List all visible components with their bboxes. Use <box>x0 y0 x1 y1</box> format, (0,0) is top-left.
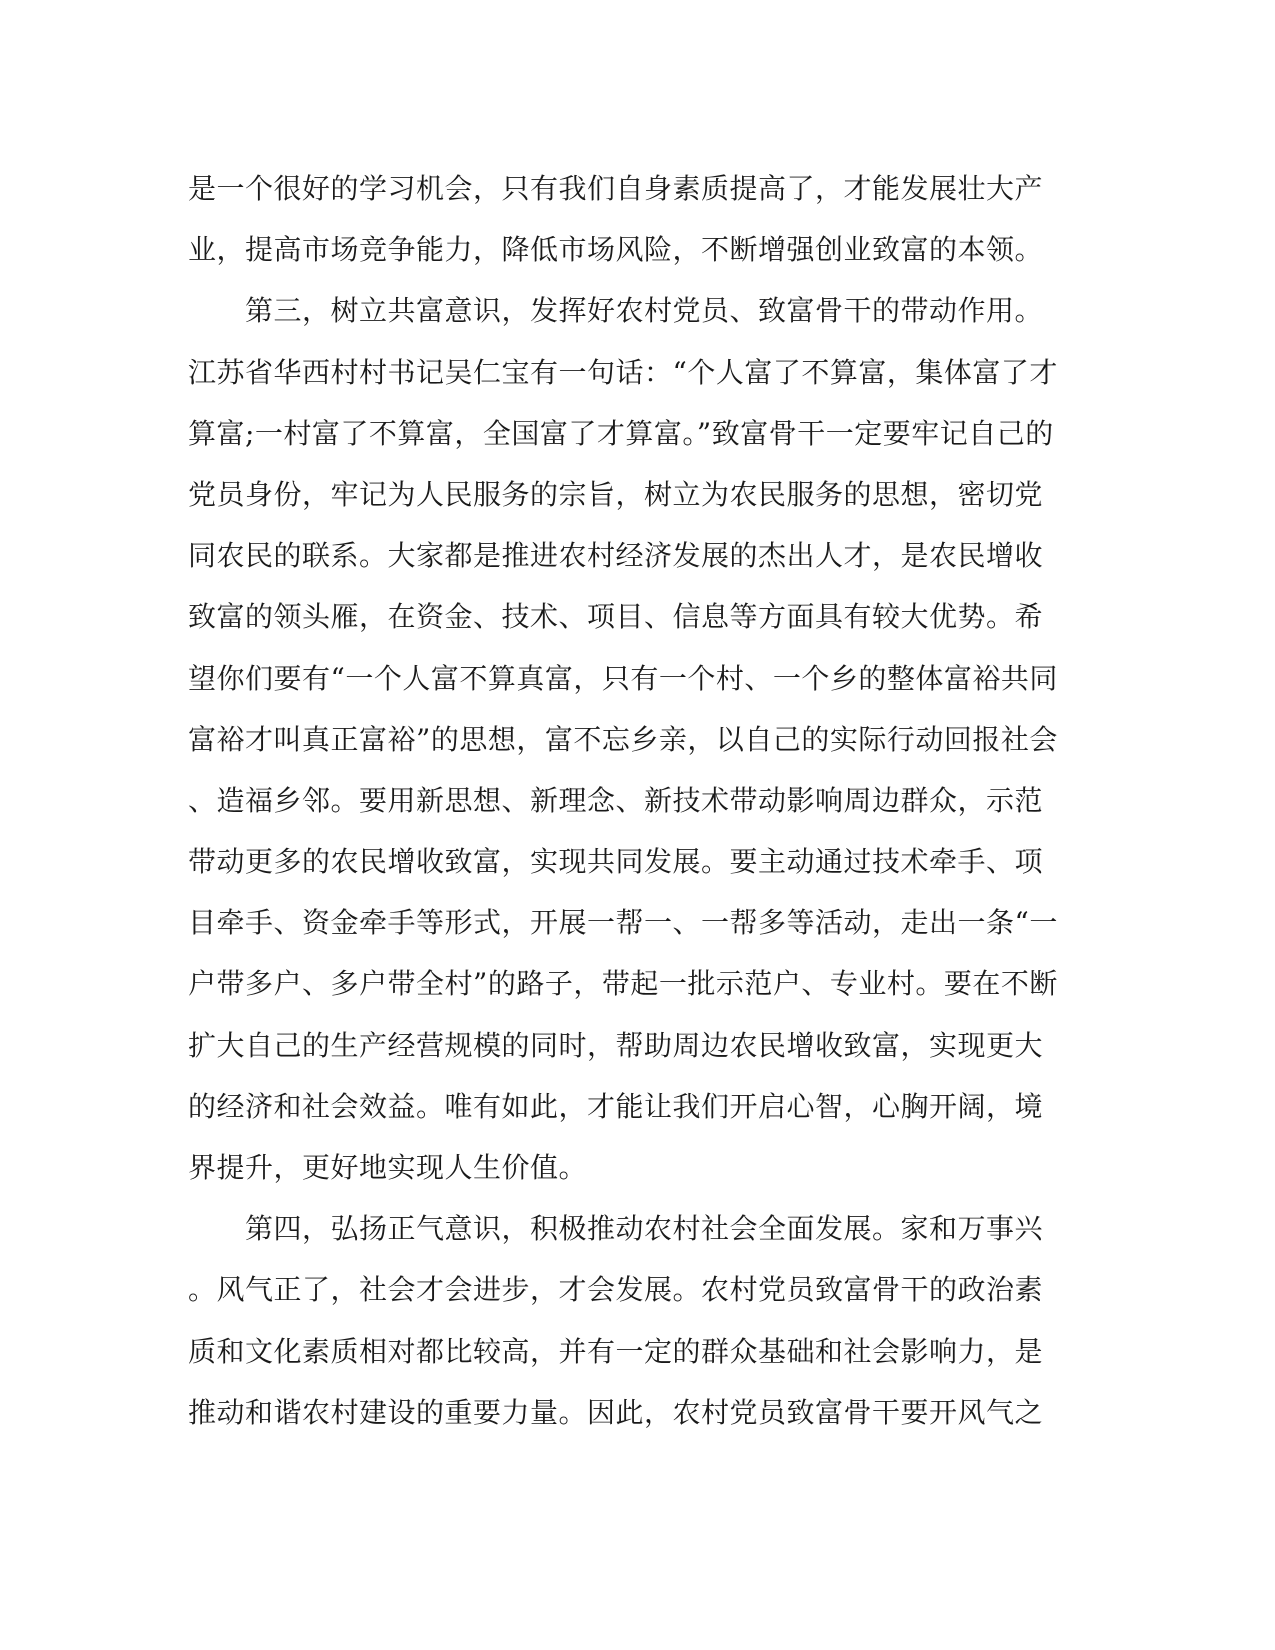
body-text <box>188 158 1088 1443</box>
text-line: 党员身份，牢记为人民服务的宗旨，树立为农民服务的思想，密切党 <box>188 477 1044 511</box>
text-line: 致富的领头雁，在资金、技术、项目、信息等方面具有较大优势。希 <box>188 600 1044 634</box>
text-line: 带动更多的农民增收致富，实现共同发展。要主动通过技术牵手、项 <box>188 845 1044 879</box>
text-line: 户带多户、多户带全村”的路子，带起一批示范户、专业村。要在不断 <box>188 967 1058 1001</box>
paragraph-start-line: 第三，树立共富意识，发挥好农村党员、致富骨干的带动作用。 <box>188 294 1044 328</box>
text-line: 同农民的联系。大家都是推进农村经济发展的杰出人才，是农民增收 <box>188 539 1044 573</box>
text-line: 的经济和社会效益。唯有如此，才能让我们开启心智，心胸开阔，境 <box>188 1089 1044 1123</box>
text-line: 富裕才叫真正富裕”的思想，富不忘乡亲，以自己的实际行动回报社会 <box>188 722 1058 756</box>
text-line: 业，提高市场竞争能力，降低市场风险，不断增强创业致富的本领。 <box>188 233 1044 267</box>
text-line: 目牵手、资金牵手等形式，开展一帮一、一帮多等活动，走出一条“一 <box>188 906 1058 940</box>
text-line: 望你们要有“一个人富不算真富，只有一个村、一个乡的整体富裕共同 <box>188 661 1058 695</box>
text-line: 、造福乡邻。要用新思想、新理念、新技术带动影响周边群众，示范 <box>188 783 1044 817</box>
text-line: 江苏省华西村村书记吴仁宝有一句话：“个人富了不算富，集体富了才 <box>188 355 1058 389</box>
text-line: 质和文化素质相对都比较高，并有一定的群众基础和社会影响力，是 <box>188 1334 1044 1368</box>
text-line: 算富;一村富了不算富，全国富了才算富。”致富骨干一定要牢记自己的 <box>188 416 1054 450</box>
text-line: 推动和谐农村建设的重要力量。因此，农村党员致富骨干要开风气之 <box>188 1395 1044 1429</box>
paragraph-start-line: 第四，弘扬正气意识，积极推动农村社会全面发展。家和万事兴 <box>188 1212 1044 1246</box>
text-line: 界提升，更好地实现人生价值。 <box>188 1151 588 1184</box>
text-line: 。风气正了，社会才会进步，才会发展。农村党员致富骨干的政治素 <box>188 1273 1044 1307</box>
text-line: 是一个很好的学习机会，只有我们自身素质提高了，才能发展壮大产 <box>188 172 1044 205</box>
text-line: 扩大自己的生产经营规模的同时，帮助周边农民增收致富，实现更大 <box>188 1028 1044 1062</box>
